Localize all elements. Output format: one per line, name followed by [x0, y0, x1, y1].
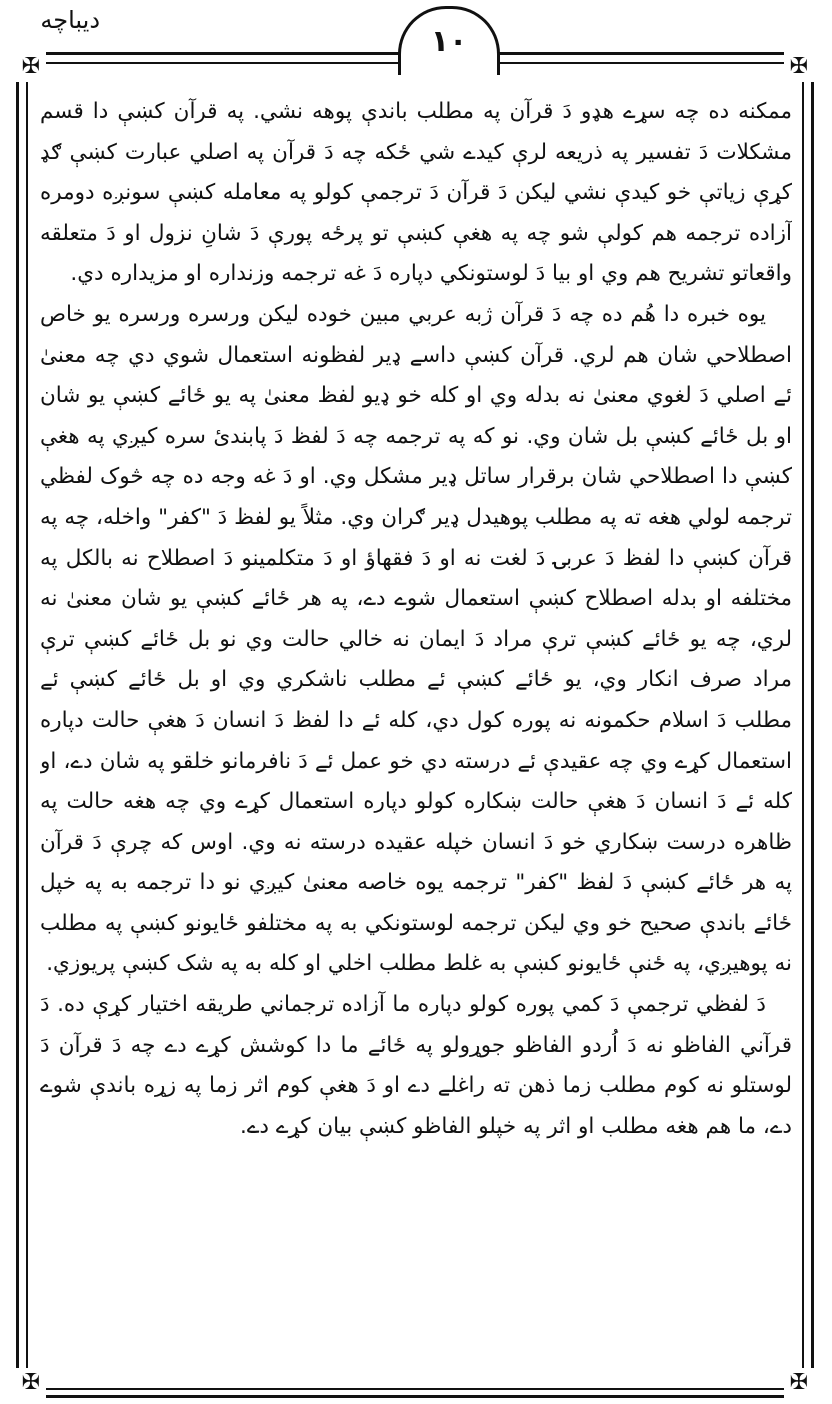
corner-ornament-icon: ✠	[784, 1368, 814, 1398]
paragraph: ممکنه ده چه سړے هډو دَ قرآن په مطلب باندې پوهه نشي. په قرآن کښې دا قسم مشکلات دَ تفسیر په ذریعه لرې کیدے شي ځکه چه دَ قرآن په اصلي عبارت کښې ګډ کړې زیاتې خو کیدې نشي لیکن دَ قرآن دَ ترجمې کولو په معامله کښې سونږه دومره آزاده ترجمه هم کولې شو چه په هغې کښې تو پرځه پورې دَ شانِ نزول او دَ متعلقه واقعاتو تشریح هم وي او بیا دَ لوستونکي دپاره دَ غه ترجمه وزنداره او مزیداره دي.	[40, 99, 792, 287]
paragraph: دَ لفظي ترجمې دَ کمي پوره کولو دپاره ما آزاده ترجماني طریقه اختیار کړې ده. دَ قرآني الفاظو نه دَ اُردو الفاظو جوړولو په ځائے ما دا کوشش کړے دے چه دَ قرآن دَ لوستلو نه کوم مطلب زما ذهن ته راغلے دے او دَ هغې کوم اثر زما په زړه باندې شوے دے، ما هم هغه مطلب او اثر په خپلو الفاظو کښې بیان کړے دے.	[40, 992, 792, 1139]
corner-ornament-icon: ✠	[16, 1368, 46, 1398]
corner-ornament-icon: ✠	[784, 52, 814, 82]
paragraph: یوه خبره دا هُم ده چه دَ قرآن ژبه عربي مبین خوده لیکن ورسره ورسره یو خاص اصطلاحي شان هم لري. قرآن کښې داسے ډیر لفظونه استعمال شوي دي چه معنیٰ ئے اصلي دَ لغوي معنیٰ نه بدله وي او کله خو ډیو لفظ معنیٰ په یو ځائے کښې یو شان او بل ځائے کښې بل شان وي. نو که په ترجمه چه دَ لفظ دَ پابندیٔ سره کیږي په هغې کښې دا اصطلاحي شان برقرار ساتل ډیر مشکل وي. او دَ غه وجه ده چه څوک لفظي ترجمه لولي هغه ته په مطلب پوهیدل ډیر ګران وي. مثلاً یو لفظ دَ "کفر" واخله، چه په قرآن کښې دا لفظ دَ عربۍ دَ لغت نه او دَ فقهاؤ او دَ متکلمینو دَ اصطلاح نه بالکل په مختلفه او بدله اصطلاح کښې استعمال شوے دے، په هر ځائے کښې یو شان معنیٰ نه لري، چه یو ځائے کښې ترې مراد دَ ایمان نه خالي حالت وي نو بل ځائے کښې ترې مراد صرف انکار وي، یو ځائے کښې ئے مطلب ناشکري وي او بل ځائے کښې ئے مطلب دَ اسلام حکمونه نه پوره کول دي، کله ئے دا لفظ دَ انسان دَ هغې حالت دپاره استعمال کړے وي چه عقیدې ئے درسته دي خو عمل ئے دَ نافرمانو خلقو په شان دے، او کله ئے دَ انسان دَ هغې حالت ښکاره کولو دپاره استعمال کړے وي چه هغه حالت په ظاهره درست ښکاري خو دَ انسان خپله عقیده درسته نه وي. اوس که چرې دَ قرآن په هر ځائے کښې دَ لفظ "کفر" ترجمه یوه خاصه معنیٰ کیږي نو دا ترجمه به په خپل ځائے باندې صحیح خو وي لیکن ترجمه لوستونکي به په مختلفو ځایونو کښې په مطلب نه پوهیږي، په ځنې ځایونو کښې به غلط مطلب اخلي او کله به په شک کښې پریوزي.	[40, 301, 792, 977]
running-header-title: دیباچه	[40, 6, 100, 34]
page-number-tab	[398, 6, 500, 75]
page-body	[40, 92, 792, 1392]
corner-ornament-icon: ✠	[16, 52, 46, 82]
page-number: ١٠	[430, 24, 468, 59]
